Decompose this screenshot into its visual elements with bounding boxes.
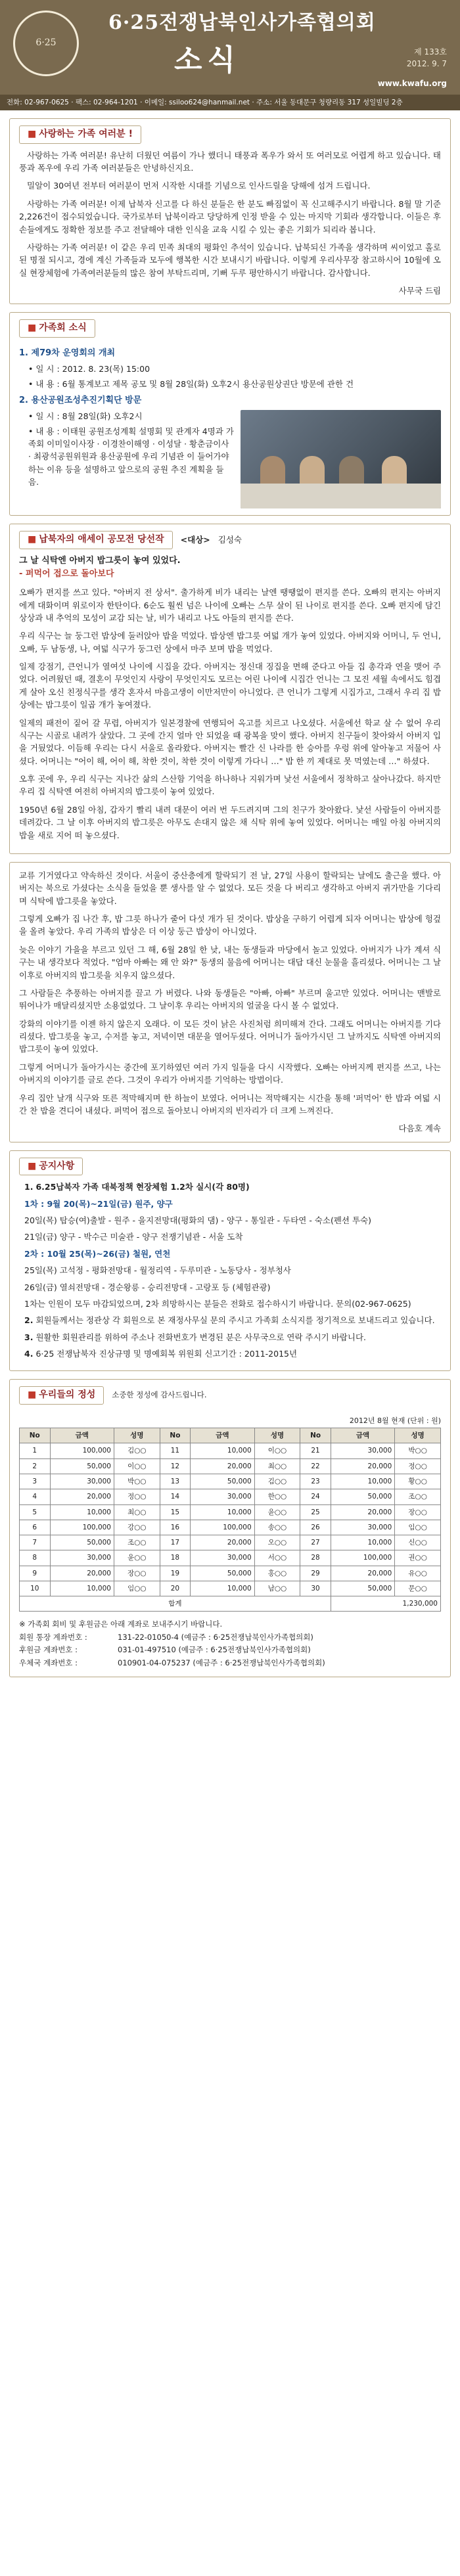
donation-table-body [20, 1443, 441, 1596]
news-item-title: 1. 제79차 운영회의 개최 [19, 348, 116, 359]
essay-paragraph: 그렇게 오빠가 집 나간 후, 밥 그릇 하나가 줄어 다섯 개가 된 것이다. 밥상을 구하기 어렵게 되자 어머니는 밥상에 헝겊을 올려 놓았다. 우리 가족의 밥상은 더 이상 둥근 밥상이 아니었다. [19, 914, 441, 937]
table-cell: 권○○ [395, 1550, 441, 1566]
section-heading: ■ 우리들의 정성 [19, 1386, 104, 1405]
table-cell: 남○○ [254, 1581, 300, 1596]
section-heading: ■ 가족회 소식 [19, 319, 95, 338]
essay-paragraph: 그 사람들은 추풍하는 아버지를 끌고 가 버렸다. 나와 동생들은 "아빠, 아빠" 부르며 울고만 있었다. 어머니는 맨발로 뛰어나가 매달리셨지만 소용없었다. 그 날이후 우리는 아버지의 얼굴을 다시 볼 수 없었다. [19, 987, 441, 1011]
total-row [20, 1596, 441, 1612]
news-item-details [28, 363, 441, 390]
table-cell: 4 [20, 1489, 51, 1504]
table-cell: 이○○ [114, 1458, 160, 1474]
table-row [20, 1535, 441, 1550]
table-cell: 김○○ [114, 1443, 160, 1458]
notice-item: 3. 원활한 회원관리를 위하여 주소나 전화번호가 변경된 분은 사무국으로 연락 주시기 바랍니다. [24, 1332, 366, 1342]
table-cell: 송○○ [254, 1520, 300, 1535]
news-text-column [19, 410, 234, 508]
essay-paragraph: 오빠가 편지를 쓰고 있다. "아버지 전 상서". 출가하게 비가 내리는 날엔 땡땡없이 편지를 쓴다. 오빠의 편지는 아버지에게 대화이며 위로이자 한탄이다. 6순도 훨씬 넘은 나이에 오빠는 스무 살이 된 나이로 편지를 쓴다. 오빠 편지에 담긴 상상과 내 추억의 모성이 교감 되는 날, 비가 내리고 나도 아들의 편지를 쓴다. [19, 587, 441, 623]
table-cell: 윤○○ [254, 1504, 300, 1520]
newsletter-header [0, 0, 460, 110]
table-cell: 100,000 [50, 1443, 114, 1458]
notice-item: 25일(목) 고석정 - 평화전망대 - 월정리역 - 두루미관 - 노동당사 - 정부청사 [24, 1265, 291, 1276]
table-cell: 10,000 [191, 1504, 254, 1520]
news-detail: • 일 시 : 2012. 8. 23(목) 15:00 [28, 364, 150, 374]
table-cell: 10 [20, 1581, 51, 1596]
table-row [20, 1489, 441, 1504]
essay-paragraph: 우리 집안 날개 식구와 또른 적막해지며 한 하늘이 보였다. 어머니는 적막해지는 시간을 통해 '퍼먹어' 한 밥과 여덟 시간 찬 밥을 견디어 내셨다. 퍼먹어 접으로 돌아보니 아버지의 빈자리가 더 크게 느껴진다. [19, 1093, 441, 1116]
notice-item: 2차 : 10월 25(목)~26(금) 철원, 연천 [24, 1248, 171, 1259]
table-header-row [20, 1428, 441, 1443]
table-cell: 강○○ [114, 1520, 160, 1535]
table-cell: 20,000 [191, 1535, 254, 1550]
table-cell: 22 [300, 1458, 331, 1474]
essay-paragraph: 강화의 이야기를 이젠 하지 않은지 오래다. 이 모든 것이 낡은 사진처럼 희미해져 간다. 그래도 어머니는 아버지를 기다리셨다. 밥그릇을 놓고, 수저를 놓고, 저녁이면 대문을 열어두셨다. 어머니가 돌아가시던 그 날까지도 식탁엔 아버지의 밥그릇이 놓여 있었다. [19, 1018, 441, 1054]
table-cell: 15 [160, 1504, 191, 1520]
table-cell: 26 [300, 1520, 331, 1535]
bank-info [19, 1618, 441, 1669]
table-cell: 20,000 [331, 1458, 394, 1474]
table-cell: 8 [20, 1550, 51, 1566]
table-cell: 오○○ [254, 1535, 300, 1550]
notice-item: 21일(금) 양구 - 박수근 미술관 - 양구 전쟁기념관 - 서울 도착 [24, 1232, 243, 1242]
essay-subtitle: - 퍼먹어 접으로 돌아보다 [19, 568, 114, 579]
notice-item: 1차 : 9월 20(목)~21일(금) 원주, 양구 [24, 1198, 173, 1209]
essay-title: 그 날 식탁엔 아버지 밥그릇이 놓여 있었다. - 퍼먹어 접으로 돌아보다 [19, 554, 441, 581]
column-header: 성명 [395, 1428, 441, 1443]
news-row [19, 410, 441, 508]
table-cell: 6 [20, 1520, 51, 1535]
greeting-paragraph: 사랑하는 가족 여러분! 이 같은 우리 민족 최대의 평화인 추석이 있습니다. 납북되신 가족을 생각하며 씨이었고 홀로된 명절 되시고, 경에 계신 가족들과 모두에 행복한 시간 보내시기 바랍니다. 이렇게 우리사무장 참고하시어 10월에 오실 현장체험에 가족여러분들의 많은 참여 부탁드리며, 기뻐 두루 평안하시기 바랍니다. 감사합니다. [19, 242, 441, 278]
bullet-icon: ■ [28, 129, 37, 139]
greeting-section [9, 118, 451, 304]
table-cell: 50,000 [191, 1474, 254, 1489]
table-cell: 20,000 [331, 1504, 394, 1520]
table-cell: 10,000 [50, 1581, 114, 1596]
bank-row: 우체국 계좌번호 : 010901-04-075237 (예금주 : 6·25전쟁납북인사가족협의회) [19, 1658, 325, 1667]
donation-caption: 2012년 8월 현재 (단위 : 원) [349, 1416, 441, 1426]
column-header: No [300, 1428, 331, 1443]
table-cell: 7 [20, 1535, 51, 1550]
table-cell: 3 [20, 1474, 51, 1489]
table-cell: 황○○ [395, 1474, 441, 1489]
issue-info [407, 46, 447, 70]
continued-note: 다음호 계속 [398, 1123, 441, 1134]
table-row [20, 1443, 441, 1458]
greeting-paragraph: 밀알이 30여년 전부터 여러분이 먼저 시작한 시대를 기념으로 인사드릴을 당해에 섬겨 드립니다. [27, 181, 371, 191]
table-cell: 홍○○ [254, 1566, 300, 1581]
column-header: No [20, 1428, 51, 1443]
table-cell: 정○○ [114, 1489, 160, 1504]
notice-item: 1. 6.25납북자 가족 대북정책 현장체험 1.2차 실시(각 80명) [24, 1182, 250, 1192]
table-cell: 정○○ [395, 1458, 441, 1474]
table-cell: 최○○ [254, 1458, 300, 1474]
table-cell: 5 [20, 1504, 51, 1520]
table-cell: 박○○ [395, 1443, 441, 1458]
table-cell: 9 [20, 1566, 51, 1581]
table-cell: 최○○ [114, 1504, 160, 1520]
column-header: No [160, 1428, 191, 1443]
notice-section [9, 1150, 451, 1372]
bank-row: 회원 통장 계좌번호 : 131-22-01050-4 (예금주 : 6·25전쟁납북인사가족협의회) [19, 1632, 313, 1642]
issue-date: 2012. 9. 7 [406, 59, 447, 68]
total-value: 1,230,000 [331, 1596, 440, 1612]
table-cell: 100,000 [191, 1520, 254, 1535]
notice-item: 2. 회원들께서는 정관상 각 회원으로 본 재정사무실 문의 주시고 가족회 소식지를 정기적으로 보내드리고 있습니다. [24, 1315, 435, 1326]
table-cell: 30,000 [191, 1489, 254, 1504]
table-cell: 20,000 [331, 1566, 394, 1581]
table-cell: 김○○ [254, 1474, 300, 1489]
table-cell: 100,000 [50, 1520, 114, 1535]
table-cell: 27 [300, 1535, 331, 1550]
news-item-title: 2. 용산공원조성추진기획단 방문 [19, 395, 142, 406]
table-cell: 20 [160, 1581, 191, 1596]
notice-item: 20일(목) 탑승(여)출발 - 원주 - 을지전망대(평화의 댐) - 양구 - 통일관 - 두타연 - 숙소(펜션 투숙) [24, 1215, 371, 1226]
table-cell: 윤○○ [114, 1550, 160, 1566]
notice-list [24, 1181, 441, 1360]
essay-paragraph: 교류 기거였다고 약속하신 것이다. 서울이 중산층에게 할락되기 전 날, 27일 사용이 할락되는 날에도 출근을 했다. 아버지는 북으로 가셨다는 소식을 들었을 뿐 생사를 알 수 없었다. 모든 것을 다 버리고 생각하고 아버지 귀가만을 기다리며 식탁에 밥그릇을 놓았다. [19, 870, 441, 906]
essay-paragraph: 일제 강점기, 큰언니가 열여섯 나이에 시집을 갔다. 아버지는 정신대 징집을 면해 준다고 아들 집 총각과 연을 맺어 주었다. 어려웠던 때, 결혼이 무엇인지 사랑이 무엇인지도 모르는 어린 나이에 시집간 언니는 그 모진 세월 속에서도 힘겹게 살아 오신 친정식구를 생각 혼자서 마음고생이 이만저만이 아니었다. 큰 언니가 그렇게 시집가고, 그래서 우리 집 밥상에는 밥그릇이 일곱 개가 놓여졌다. [19, 662, 441, 710]
table-row [20, 1504, 441, 1520]
issue-number: 제 133호 [414, 47, 447, 56]
essay-paragraph: 오후 곳에 우, 우리 식구는 지나간 삶의 스산함 기억을 하나하나 지워가며 낯선 서울에서 정착하고 살아나갔다. 하지만 우리 집 식탁엔 여전히 아버지의 밥그릇이 놓여 있었다. [19, 774, 441, 797]
essay-paragraph: 일제의 패전이 짙어 갈 무렵, 아버지가 일본경찰에 연행되어 옥고를 치르고 나오셨다. 서울에선 학교 살 수 없어 우리 식구는 시골로 내려가 살았다. 그 곳에 간지 얼마 안 되었을 때 광복을 맞이 했다. 아버지 친구들이 찾아와서 아버지 입을 거뒀었다. 이듬해 우리는 다시 서울로 올라왔다. 아버지는 빨간 신 나라를 한 승아를 우렁 위에 알아놓고 저물어 사셨다. 어머니는 "어이 해, 어이 해, 착한 것이, 착한 것이 이렇게 가다니 …" 밥 한 끼 제대로 못 먹였는데 …" 하셨다. [19, 717, 441, 766]
table-cell: 문○○ [395, 1581, 441, 1596]
donation-subheading: 소중한 정성에 감사드립니다. [112, 1390, 207, 1400]
table-cell: 19 [160, 1566, 191, 1581]
table-cell: 임○○ [395, 1520, 441, 1535]
table-row [20, 1458, 441, 1474]
table-cell: 30,000 [50, 1474, 114, 1489]
table-cell: 신○○ [395, 1535, 441, 1550]
bullet-icon: ■ [28, 1390, 37, 1401]
table-cell: 23 [300, 1474, 331, 1489]
table-cell: 이○○ [254, 1443, 300, 1458]
bullet-icon: ■ [28, 1160, 37, 1171]
essay-section [9, 524, 451, 854]
table-cell: 11 [160, 1443, 191, 1458]
table-cell: 50,000 [331, 1489, 394, 1504]
website-link[interactable]: www.kwafu.org [377, 79, 447, 88]
donation-table-wrap [19, 1415, 441, 1612]
news-detail: • 내 용 : 이태원 공원조성계획 설명회 및 관계자 4명과 가족회 이미일이사장 · 이경찬이해영 · 이성달 · 황춘금이사 · 최광석공원위원과 용산공원에 우리 기념관 이 들어가야 하는 이유 등을 설명하고 앞으로의 공원 추진 계획을 들음. [28, 426, 234, 487]
greeting-paragraph: 사랑하는 가족 여러분! 이제 납북자 신고를 다 하신 분들은 한 분도 빠짐없이 꼭 신고해주시기 바랍니다. 8월 말 기준 2,226건이 접수되었습니다. 국가로부터 납북이라고 당당하게 인정 받을 수 있는 마지막 기회라 생각합니다. 이들은 후손들에게도 정확한 정보를 주고 전달해야 대한 인식을 교육 시킬 수 있는 좋은 기회가 되리라 봅니다. [19, 198, 441, 235]
essay-heading [19, 531, 441, 549]
table-cell: 50,000 [50, 1535, 114, 1550]
table-cell: 10,000 [50, 1504, 114, 1520]
table-row [20, 1474, 441, 1489]
news-detail: • 내 용 : 6월 통계보고 제목 공모 및 8월 28일(화) 오후2시 용산공원상권단 방문에 관한 건 [28, 378, 354, 389]
photo-table [241, 484, 441, 508]
total-label: 합계 [20, 1596, 331, 1612]
bank-note: ※ 가족회 회비 및 후원금은 아래 계좌로 보내주시기 바랍니다. [19, 1619, 223, 1629]
greeting-paragraph: 사랑하는 가족 여러분! 유난히 더웠던 여름이 가나 했더니 태풍과 폭우가 와서 또 여러모로 어렵게 하고 있습니다. 태풍과 폭우에 우리 가족 여러분들은 안녕하신지요. [19, 150, 441, 173]
table-cell: 13 [160, 1474, 191, 1489]
donation-section [9, 1379, 451, 1677]
news-detail: • 일 시 : 8월 28일(화) 오후2시 [28, 411, 143, 422]
table-cell: 21 [300, 1443, 331, 1458]
news-section [9, 312, 451, 516]
table-cell: 서○○ [254, 1550, 300, 1566]
column-header: 금액 [331, 1428, 394, 1443]
organization-logo: 6·25 [13, 11, 79, 76]
table-cell: 한○○ [254, 1489, 300, 1504]
table-cell: 100,000 [331, 1550, 394, 1566]
table-row [20, 1581, 441, 1596]
table-cell: 14 [160, 1489, 191, 1504]
donation-table [19, 1428, 441, 1612]
table-cell: 50,000 [331, 1581, 394, 1596]
contact-bar: 전화: 02-967-0625 · 팩스: 02-964-1201 · 이메일: ssiloo624@hanmail.net · 주소: 서울 동대문구 청량리동 317 성일빌딩 2층 [0, 95, 460, 110]
essay-paragraph: 그렇게 어머니가 돌아가시는 중간에 포기하였던 여러 가지 일들을 다시 시작했다. 오빠는 아버지께 편지를 쓰고, 나는 아버지의 이야기를 글로 쓴다. 그것이 우리가 아버지를 기억하는 방법이다. [19, 1062, 441, 1085]
greeting-signature: 사무국 드림 [398, 286, 441, 296]
table-cell: 25 [300, 1504, 331, 1520]
table-row [20, 1520, 441, 1535]
table-cell: 10,000 [191, 1581, 254, 1596]
essay-paragraph: 우리 식구는 늘 둥그런 밥상에 둘러앉아 밥을 먹었다. 밥상엔 밥그릇 여덟 개가 놓여 있었다. 아버지와 어머니, 두 언니, 오빠, 두 남동생, 나, 여덟 식구가 둥그런 상에서 마주 보며 밥을 먹었다. [19, 631, 441, 654]
table-cell: 30,000 [50, 1550, 114, 1566]
notice-item: 26일(금) 열쇠전망대 - 경순왕릉 - 승리전망대 - 고랑포 등 (체험관광) [24, 1282, 271, 1292]
table-cell: 12 [160, 1458, 191, 1474]
table-cell: 1 [20, 1443, 51, 1458]
table-cell: 18 [160, 1550, 191, 1566]
table-cell: 유○○ [395, 1566, 441, 1581]
table-cell: 29 [300, 1566, 331, 1581]
section-heading: ■ 공지사항 [19, 1158, 83, 1176]
table-cell: 30,000 [191, 1550, 254, 1566]
table-cell: 50,000 [50, 1458, 114, 1474]
table-cell: 임○○ [114, 1581, 160, 1596]
table-cell: 조○○ [395, 1489, 441, 1504]
table-cell: 10,000 [191, 1443, 254, 1458]
newsletter-title: 소식 [174, 43, 241, 77]
news-item-details [28, 410, 234, 488]
essay-continued-section [9, 862, 451, 1142]
organization-name: 6·25전쟁납북인사가족협의회 [108, 11, 376, 34]
column-header: 성명 [114, 1428, 160, 1443]
column-header: 금액 [50, 1428, 114, 1443]
table-cell: 20,000 [50, 1566, 114, 1581]
table-cell: 10,000 [331, 1535, 394, 1550]
bullet-icon: ■ [28, 534, 37, 545]
notice-item: 1차는 인원이 모두 마감되었으며, 2차 희망하시는 분들은 전화로 접수하시기 바랍니다. 문의(02-967-0625) [24, 1298, 411, 1309]
essay-tag: ■ 납북자의 애세이 공모전 당선작 [19, 531, 173, 549]
table-cell: 장○○ [395, 1504, 441, 1520]
table-cell: 20,000 [191, 1458, 254, 1474]
table-cell: 30,000 [331, 1443, 394, 1458]
table-cell: 조○○ [114, 1535, 160, 1550]
section-heading: ■ 사랑하는 가족 여러분 ! [19, 125, 141, 144]
essay-award: <대상> [180, 535, 210, 545]
table-row [20, 1566, 441, 1581]
table-cell: 20,000 [50, 1489, 114, 1504]
essay-paragraph: 1950년 6월 28일 아침, 갑자기 빨리 내려 대문이 여러 번 두드려지며 그의 친구가 찾아왔다. 낯선 사람들이 아버지를 데려갔다. 그 날 이후 아버지의 밥그릇은 아무도 손대지 않은 채 식탁 위에 놓여 있었다. 어머니는 매일 아침 아버지의 밥을 새로 지어 떠 놓으셨다. [19, 804, 441, 840]
table-cell: 장○○ [114, 1566, 160, 1581]
table-cell: 박○○ [114, 1474, 160, 1489]
table-cell: 10,000 [331, 1474, 394, 1489]
table-cell: 50,000 [191, 1566, 254, 1581]
table-cell: 28 [300, 1550, 331, 1566]
bank-row: 후원금 계좌번호 : 031-01-497510 (예금주 : 6·25전쟁납북인사가족협의회) [19, 1645, 311, 1655]
table-cell: 2 [20, 1458, 51, 1474]
bullet-icon: ■ [28, 323, 37, 334]
table-cell: 30 [300, 1581, 331, 1596]
notice-item: 4. 6·25 전쟁납북자 진상규명 및 명예회복 위원회 신고기간 : 2011-2015년 [24, 1349, 298, 1359]
table-row [20, 1550, 441, 1566]
essay-paragraph: 늦은 이야기 가을을 부르고 있던 그 해, 6월 28일 한 낮, 내는 동생들과 마당에서 놀고 있었다. 아버지가 나가 계셔 식구는 내 생각보다 적었다. "엄마 아빠는 왜 안 와?" 동생의 물음에 어머니는 대답 대신 눈물을 흘리셨다. 어머니는 그 날 이후로 아버지의 밥그릇을 치우지 않으셨다. [19, 944, 442, 980]
essay-author: 김성숙 [218, 535, 242, 545]
meeting-photo [241, 410, 441, 508]
table-cell: 17 [160, 1535, 191, 1550]
table-cell: 30,000 [331, 1520, 394, 1535]
column-header: 금액 [191, 1428, 254, 1443]
table-cell: 24 [300, 1489, 331, 1504]
table-cell: 16 [160, 1520, 191, 1535]
column-header: 성명 [254, 1428, 300, 1443]
